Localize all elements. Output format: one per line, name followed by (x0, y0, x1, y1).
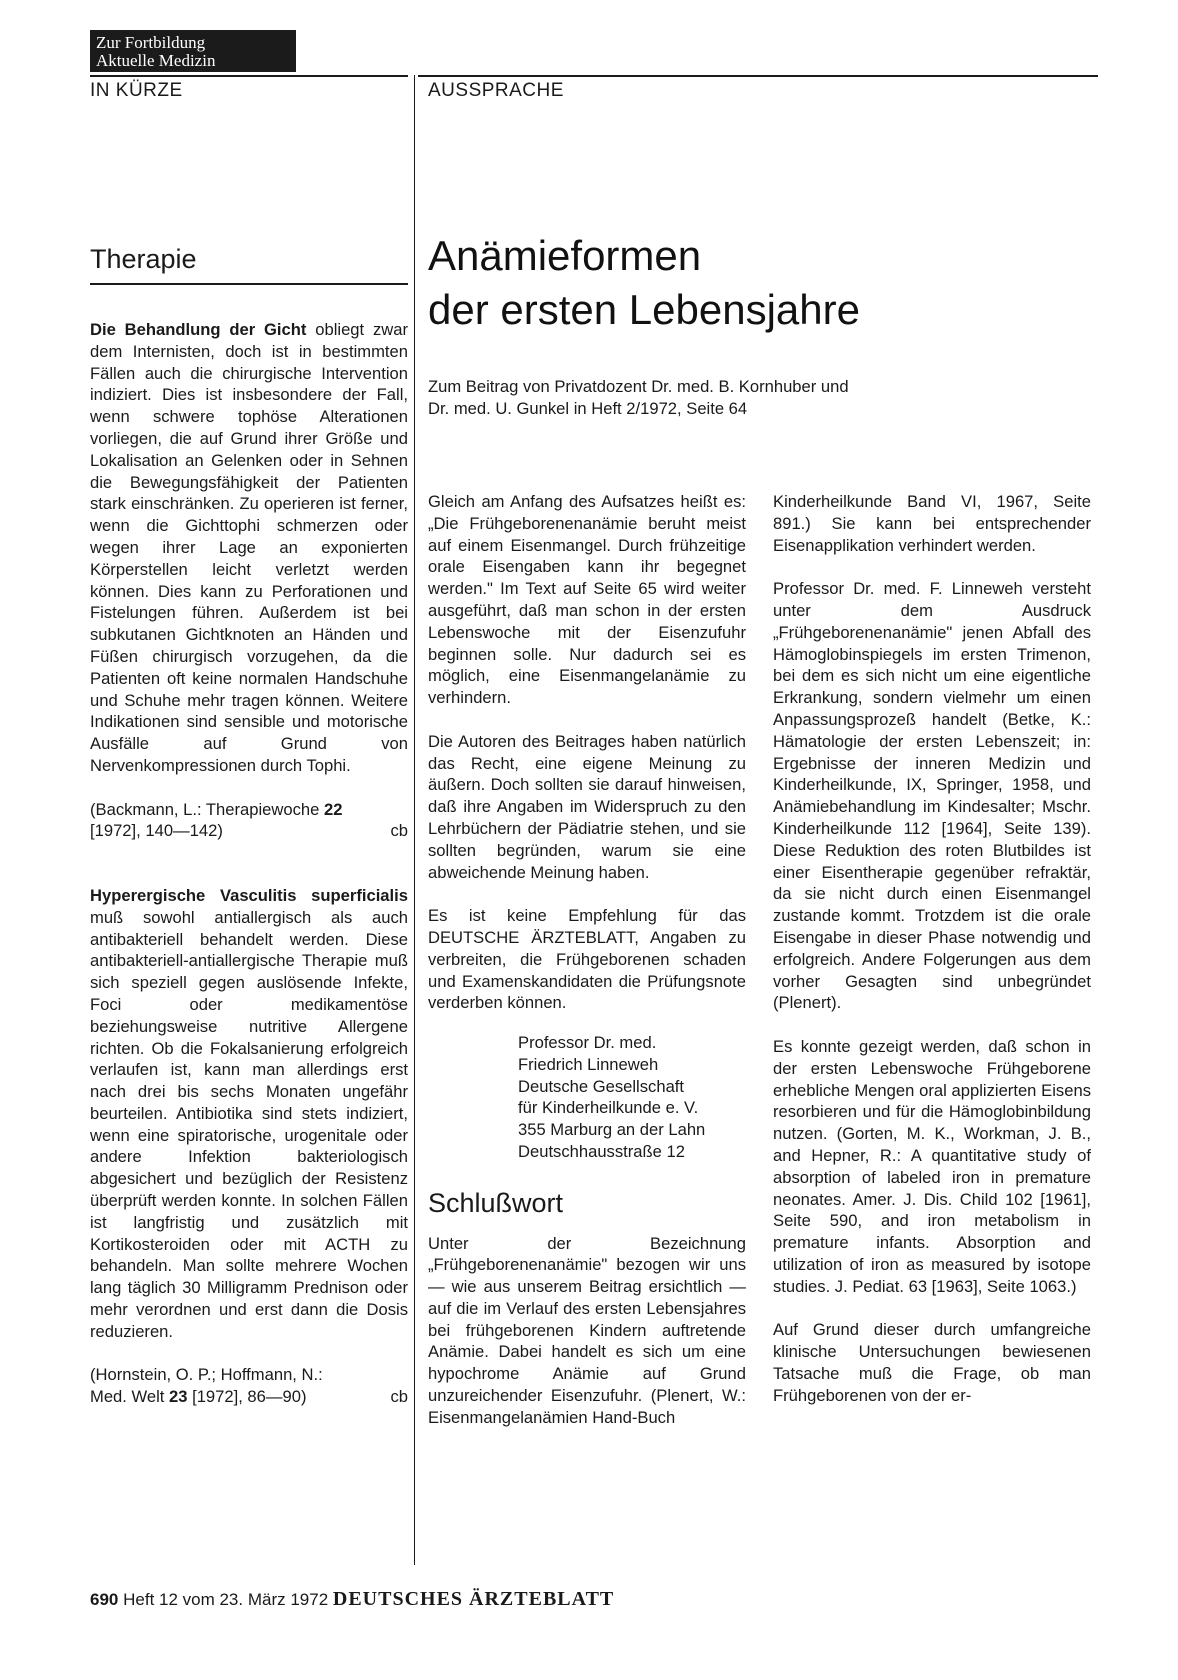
vasculitis-text: muß sowohl antiallergisch als auch antibakteriell behandelt werden. Diese antibakteriell-antiallergische Therapie muß sich speziell gegen auslösende Infekte, Foci oder medikamentöse beziehungsweise nutritive Allergene richten. Ob die Fokalsanierung erfolgreich verlaufen ist, kann man allerdings erst nach drei bis sechs Monaten ungefähr beurteilen. Antibiotika sind stets indiziert, wenn eine spiratorische, urogenitale oder andere Infektion bakteriologisch abgesichert und bezüglich der Resistenz überprüft werden konnte. In solchen Fällen ist langfristig und zusätzlich mit Kortikosteroiden oder mit ACTH zu behandeln. Man sollte mehrere Wochen lang täglich 30 Milligramm Prednison oder mehr verordnen und erst dann die Dosis reduzieren. (90, 907, 408, 1341)
vasculitis-lead: Hyperergische Vasculitis superficialis (90, 885, 408, 905)
top-rule-left (90, 75, 408, 77)
vasculitis-ref-signature: cb (390, 1387, 408, 1407)
reply-paragraph-3: Es konnte gezeigt werden, daß schon in der ersten Lebenswoche Frühgeborene erhebliche Mengen oral applizierten Eisens resorbieren und für die Hämoglobinbildung nutzen. (Gorten, M. K., Workman, J. B., and Hepner, R.: A quantitative study of absorption of labeled iron in premature neonates. Amer. J. Dis. Child 102 [1961], Seite 590, and iron metabolism in premature infants. Absorption and utilization of iron as measured by isotope studies. J. Pediat. 63 [1963], Seite 1063.) (773, 1036, 1091, 1296)
gicht-text: obliegt zwar dem Internisten, doch ist in bestimmten Fällen auch die chirurgische Intervention indiziert. Dies ist insbesondere der Fall, wenn schwere tophöse Alterationen vorliegen, die auf Grund ihrer Größe und Lokalisation an Gelenken oder in Sehnen die Bewegungsfähigkeit der Patienten stark einschränken. Zu operieren ist ferner, wenn die Gichttophi schmerzen oder wegen ihrer Lage an exponierten Körperstellen leicht verletzt werden können. Dies kann zu Perforationen und Fistelungen führen. Außerdem ist bei subkutanen Gichtknoten an Händen und Füßen chirurgisch vorzugehen, da die Patienten oft keine normalen Handschuhe und Schuhe mehr tragen können. Weitere Indikationen sind sensible und motorische Ausfälle auf Grund von Nervenkompressionen durch Tophi. (90, 320, 408, 775)
reply-paragraph-4: Auf Grund dieser durch umfangreiche klinische Untersuchungen bewiesenen Tatsache muß die Frage, ob man Frühgeborenen von der er- (773, 1320, 1091, 1405)
schlusswort-paragraph-1: Unter der Bezeichnung „Frühgeborenenanämie" bezogen wir uns — wie aus unserem Beitrag ersichtlich — auf die im Verlauf des ersten Lebensjahres bei frühgeborenen Kindern auftretende Anämie. Dabei handelt es sich um eine hypochrome Anämie auf Grund unzureichender Eisenzufuhr. (Plenert, W.: Eisenmangelanämien Hand-Buch (428, 1233, 746, 1427)
address-line: Professor Dr. med. (518, 1032, 657, 1052)
address-line: 355 Marburg an der Lahn (518, 1120, 706, 1140)
vasculitis-paragraph (90, 885, 408, 1343)
page-footer (90, 1588, 614, 1611)
letter-paragraph-1: Gleich am Anfang des Aufsatzes heißt es: „Die Frühgeborenenanämie beruht meist auf einem Eisenmangel. Durch frühzeitige orale Eisengaben kann ihr begegnet werden." Im Text auf Seite 65 wird weiter ausgeführt, daß man schon in der ersten Lebenswoche mit der Eisenzufuhr beginnen solle. Nur dadurch sei es möglich, eine Eisenmangelanämie zu verhindern. (428, 492, 746, 708)
therapie-rule (90, 283, 408, 285)
section-label-in-kuerze: IN KÜRZE (90, 80, 183, 101)
vasculitis-ref-part1: (Hornstein, O. P.; Hoffmann, N.: (90, 1365, 323, 1385)
badge-line-1: Zur Fortbildung (96, 33, 206, 52)
address-line: Friedrich Linneweh (518, 1054, 659, 1074)
author-address (428, 1032, 746, 1163)
gicht-ref-part2: [1972], 140—142) (90, 821, 223, 841)
top-rule-right (418, 75, 1098, 77)
article-title-line-2: der ersten Lebensjahre (428, 286, 860, 333)
vasculitis-ref-line2 (90, 1386, 408, 1408)
letter-paragraph-3: Es ist keine Empfehlung für das DEUTSCHE ÄRZTEBLATT, Angaben zu verbreiten, die Frühgeborenen schaden und Examenskandidaten die Prüfungsnote verderben können. (428, 906, 746, 1013)
address-line: für Kinderheilkunde e. V. (518, 1098, 699, 1118)
reply-paragraph-1: Kinderheilkunde Band VI, 1967, Seite 891.) Sie kann bei entsprechender Eisenapplikation verhindert werden. (773, 492, 1091, 555)
article-title (428, 229, 860, 337)
article-subtitle-line-2: Dr. med. U. Gunkel in Heft 2/1972, Seite 64 (428, 399, 748, 418)
journal-name: DEUTSCHES ÄRZTEBLATT (332, 1588, 615, 1610)
article-title-line-1: Anämieformen (428, 232, 702, 279)
vasculitis-ref-volume: 23 (169, 1387, 188, 1407)
gicht-ref-line2 (90, 820, 408, 842)
gicht-lead: Die Behandlung der Gicht (90, 320, 307, 339)
section-badge (90, 30, 296, 72)
vasculitis-ref-part2b: [1972], 86—90) (187, 1387, 307, 1407)
vasculitis-reference (90, 1364, 408, 1408)
reply-paragraph-2: Professor Dr. med. F. Linneweh versteht unter dem Ausdruck „Frühgeborenenanämie" jenen Abfall des Hämoglobinspiegels im ersten Trimenon, bei dem es sich nicht um eine eigentliche Erkrankung, sondern vielmehr um einen Anpassungsprozeß handelt (Betke, K.: Hämatologie der ersten Lebenszeit; in: Ergebnisse der inneren Medizin und Kinderheilkunde, IX, Springer, 1958, und Anämiebehandlung im Kindesalter; Mschr. Kinderheilkunde 112 [1964], Seite 139). Diese Reduktion des roten Blutbildes ist einer Eisentherapie gegenüber refraktär, da sie nicht durch einen Eisenmangel zustande kommt. Trotzdem ist die orale Eisengabe in dieser Phase notwendig und erfolgreich. Andere Folgerungen aus dem vorher Gesagten sind unbegründet (Plenert). (773, 579, 1091, 1013)
gicht-paragraph (90, 319, 408, 777)
page-number: 690 (90, 1590, 119, 1609)
letter-paragraph-2: Die Autoren des Beitrages haben natürlich das Recht, eine eigene Meinung zu äußern. Doch sollten sie darauf hinweisen, daß ihre Angaben im Widerspruch zu den Lehrbüchern der Pädiatrie stehen, und sie sollten begründen, warum sie eine abweichende Meinung haben. (428, 731, 746, 882)
vasculitis-ref-part2a: Med. Welt (90, 1387, 169, 1407)
gicht-ref-signature: cb (390, 821, 408, 841)
letter-column (428, 491, 746, 1450)
badge-line-2: Aktuelle Medizin (96, 51, 216, 70)
column-divider (414, 75, 415, 1565)
section-label-aussprache: AUSSPRACHE (428, 80, 564, 101)
address-line: Deutschhausstraße 12 (518, 1141, 685, 1161)
article-subtitle (428, 376, 1088, 420)
gicht-reference (90, 799, 408, 843)
reply-column (773, 491, 1091, 1428)
therapie-heading: Therapie (90, 244, 197, 274)
therapie-column (90, 319, 408, 1430)
article-subtitle-line-1: Zum Beitrag von Privatdozent Dr. med. B. Kornhuber und (428, 377, 849, 396)
gicht-ref-volume: 22 (323, 799, 343, 819)
gicht-ref-part1: (Backmann, L.: Therapiewoche (90, 799, 324, 819)
issue-info: Heft 12 vom 23. März 1972 (123, 1590, 329, 1609)
address-line: Deutsche Gesellschaft (518, 1076, 685, 1096)
schlusswort-heading: Schlußwort (428, 1187, 564, 1218)
